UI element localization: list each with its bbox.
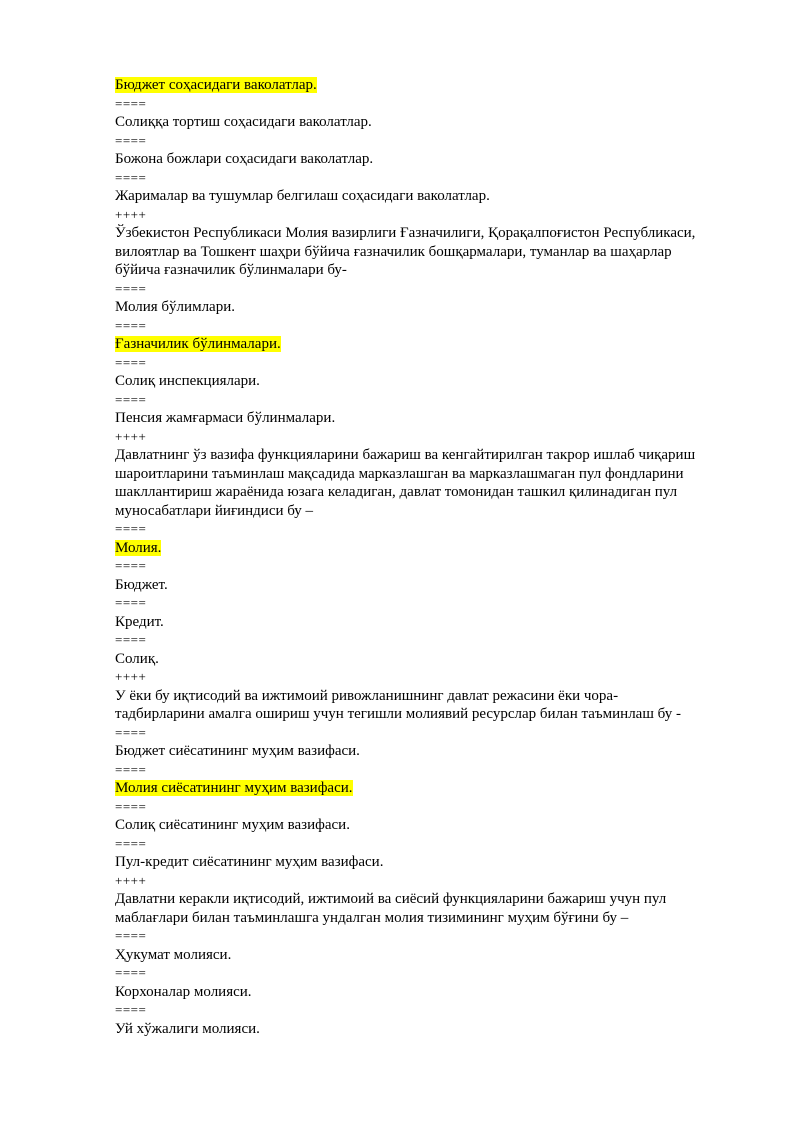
answer-text: Солиқ инспекциялари.	[115, 373, 260, 389]
answer-separator: ====	[115, 280, 147, 296]
answer-separator: ====	[115, 95, 147, 111]
answer-text: Молия.	[115, 539, 162, 556]
answer-separator: ====	[115, 724, 147, 740]
document-page	[115, 76, 775, 1038]
answer-separator: ====	[115, 835, 147, 851]
answer-text: Ғазначилик бўлинмалари.	[115, 336, 281, 352]
question-line: тадбирларини амалга ошириш учун тегишли молиявий ресурслар билан таъминлаш бу -	[115, 706, 681, 722]
answer-separator: ====	[115, 169, 147, 185]
answer-option	[115, 816, 775, 835]
answer-separator: ====	[115, 558, 147, 573]
answer-text: Жарималар ва тушумлар белгилаш соҳасидаги ваколатлар.	[115, 188, 490, 204]
answer-separator: ====	[115, 632, 147, 647]
answer-option-correct	[115, 335, 775, 354]
answer-option	[115, 409, 775, 428]
answer-text: Бюджет сиёсатининг муҳим вазифаси.	[115, 743, 360, 759]
question-text	[115, 224, 775, 280]
answer-option	[115, 150, 775, 169]
answer-option	[115, 372, 775, 391]
question-line: бўйича ғазначилик бўлинмалари бу-	[115, 262, 347, 278]
answer-text: Пенсия жамғармаси бўлинмалари.	[115, 410, 336, 426]
answer-option	[115, 853, 775, 872]
answer-text: Ҳукумат молияси.	[115, 946, 232, 963]
question-line: вилоятлар ва Тошкент шаҳри бўйича ғазначилик бошқармалари, туманлар ва шаҳарлар	[115, 243, 672, 260]
question-line: Давлатни керакли иқтисодий, ижтимоий ва сиёсий функцияларини бажариш учун пул	[115, 891, 667, 907]
answer-option	[115, 613, 775, 632]
question-line: Давлатнинг ўз вазифа функцияларини бажариш ва кенгайтирилган такрор ишлаб чиқариш	[115, 447, 696, 463]
question-text	[115, 890, 775, 927]
answer-option	[115, 983, 775, 1002]
question-line: шароитларини таъминлаш мақсадида марказлашган ва марказлашмаган пул фондларини	[115, 465, 684, 482]
answer-option	[115, 1020, 775, 1039]
question-text	[115, 687, 775, 724]
answer-separator: ====	[115, 965, 147, 980]
question-line: муносабатлари йиғиндиси бу –	[115, 502, 314, 519]
answer-text: Молия бўлимлари.	[115, 299, 235, 315]
question-line: Ўзбекистон Республикаси Молия вазирлиги Ғазначилиги, Қорақалпоғистон Республикаси,	[115, 225, 696, 241]
answer-option	[115, 113, 775, 132]
answer-separator: ====	[115, 1002, 147, 1017]
answer-text: Уй хўжалиги молияси.	[115, 1020, 260, 1037]
question-separator: ++++	[115, 206, 147, 222]
answer-separator: ====	[115, 317, 147, 333]
answer-text: Пул-кредит сиёсатининг муҳим вазифаси.	[115, 854, 384, 870]
answer-text: Божона божлари соҳасидаги ваколатлар.	[115, 151, 374, 167]
answer-separator: ====	[115, 798, 147, 814]
answer-option	[115, 946, 775, 965]
answer-text: Солиққа тортиш соҳасидаги ваколатлар.	[115, 114, 372, 130]
answer-separator: ====	[115, 761, 147, 777]
question-line: маблағлари билан таъминлашга ундалган молия тизимининг муҳим бўғини бу –	[115, 909, 629, 926]
answer-option-correct	[115, 539, 775, 558]
answer-text: Кредит.	[115, 613, 164, 630]
answer-option	[115, 576, 775, 595]
question-line: У ёки бу иқтисодий ва ижтимоий ривожланишнинг давлат режасини ёки чора-	[115, 687, 619, 704]
question-text	[115, 446, 775, 520]
answer-separator: ====	[115, 354, 147, 370]
answer-text: Солиқ сиёсатининг муҳим вазифаси.	[115, 817, 350, 833]
question-separator: ++++	[115, 428, 147, 444]
answer-separator: ====	[115, 521, 147, 536]
answer-separator: ====	[115, 928, 147, 943]
answer-option-correct	[115, 76, 775, 95]
answer-text: Бюджет соҳасидаги ваколатлар.	[115, 77, 317, 93]
answer-text: Бюджет.	[115, 576, 168, 593]
question-line: шакллантириш жараёнида юзага келадиган, давлат томонидан ташкил қилинадиган пул	[115, 484, 678, 500]
answer-separator: ====	[115, 595, 147, 610]
answer-text: Корхоналар молияси.	[115, 983, 252, 1000]
answer-separator: ====	[115, 132, 147, 148]
answer-text: Молия сиёсатининг муҳим вазифаси.	[115, 780, 353, 796]
answer-text: Солиқ.	[115, 650, 159, 667]
answer-separator: ====	[115, 391, 147, 407]
question-separator: ++++	[115, 872, 147, 888]
answer-option	[115, 298, 775, 317]
answer-option	[115, 187, 775, 206]
answer-option-correct	[115, 779, 775, 798]
answer-option	[115, 742, 775, 761]
question-separator: ++++	[115, 669, 147, 684]
answer-option	[115, 650, 775, 669]
